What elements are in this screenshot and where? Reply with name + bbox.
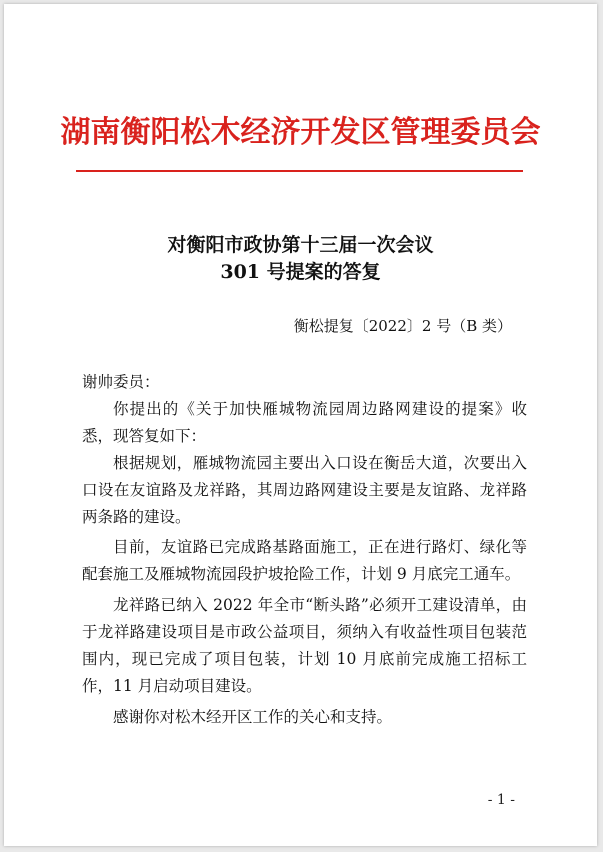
body-paragraph-4	[82, 592, 527, 700]
document-number: 衡松提复〔2022〕2 号（B 类）	[293, 317, 512, 335]
paragraph-text: 目前，友谊路已完成路基路面施工，正在进行路灯、绿化等配套施工及雁城物流园段护坡抢险工作，计划 9 月底完工通车。	[82, 538, 527, 583]
page-number: - 1 -	[487, 792, 515, 808]
body-paragraph-1	[82, 396, 527, 450]
document-page	[4, 4, 597, 846]
red-divider-line	[76, 170, 523, 172]
paragraph-text: 你提出的《关于加快雁城物流园周边路网建设的提案》收悉，现答复如下：	[82, 400, 527, 445]
salutation: 谢帅委员：	[82, 373, 160, 391]
organization-header: 湖南衡阳松木经济开发区管理委员会	[60, 115, 541, 150]
document-title-line-2: 301 号提案的答复	[220, 261, 381, 283]
body-paragraph-3	[82, 534, 527, 588]
body-paragraph-2	[82, 450, 527, 531]
paragraph-text: 根据规划，雁城物流园主要出入口设在衡岳大道，次要出入口设在友谊路及龙祥路，其周边路网建设主要是友谊路、龙祥路两条路的建设。	[82, 454, 527, 526]
paragraph-text: 感谢你对松木经开区工作的关心和支持。	[113, 708, 393, 726]
paragraph-text: 龙祥路已纳入 2022 年全市“断头路”必须开工建设清单，由于龙祥路建设项目是市政公益项目，须纳入有收益性项目包装范围内，现已完成了项目包装，计划 10 月底前完成施工招标工作，11 月启动项目建设。	[82, 596, 527, 695]
body-paragraph-5	[82, 704, 527, 731]
document-title-line-1: 对衡阳市政协第十三届一次会议	[167, 234, 434, 256]
